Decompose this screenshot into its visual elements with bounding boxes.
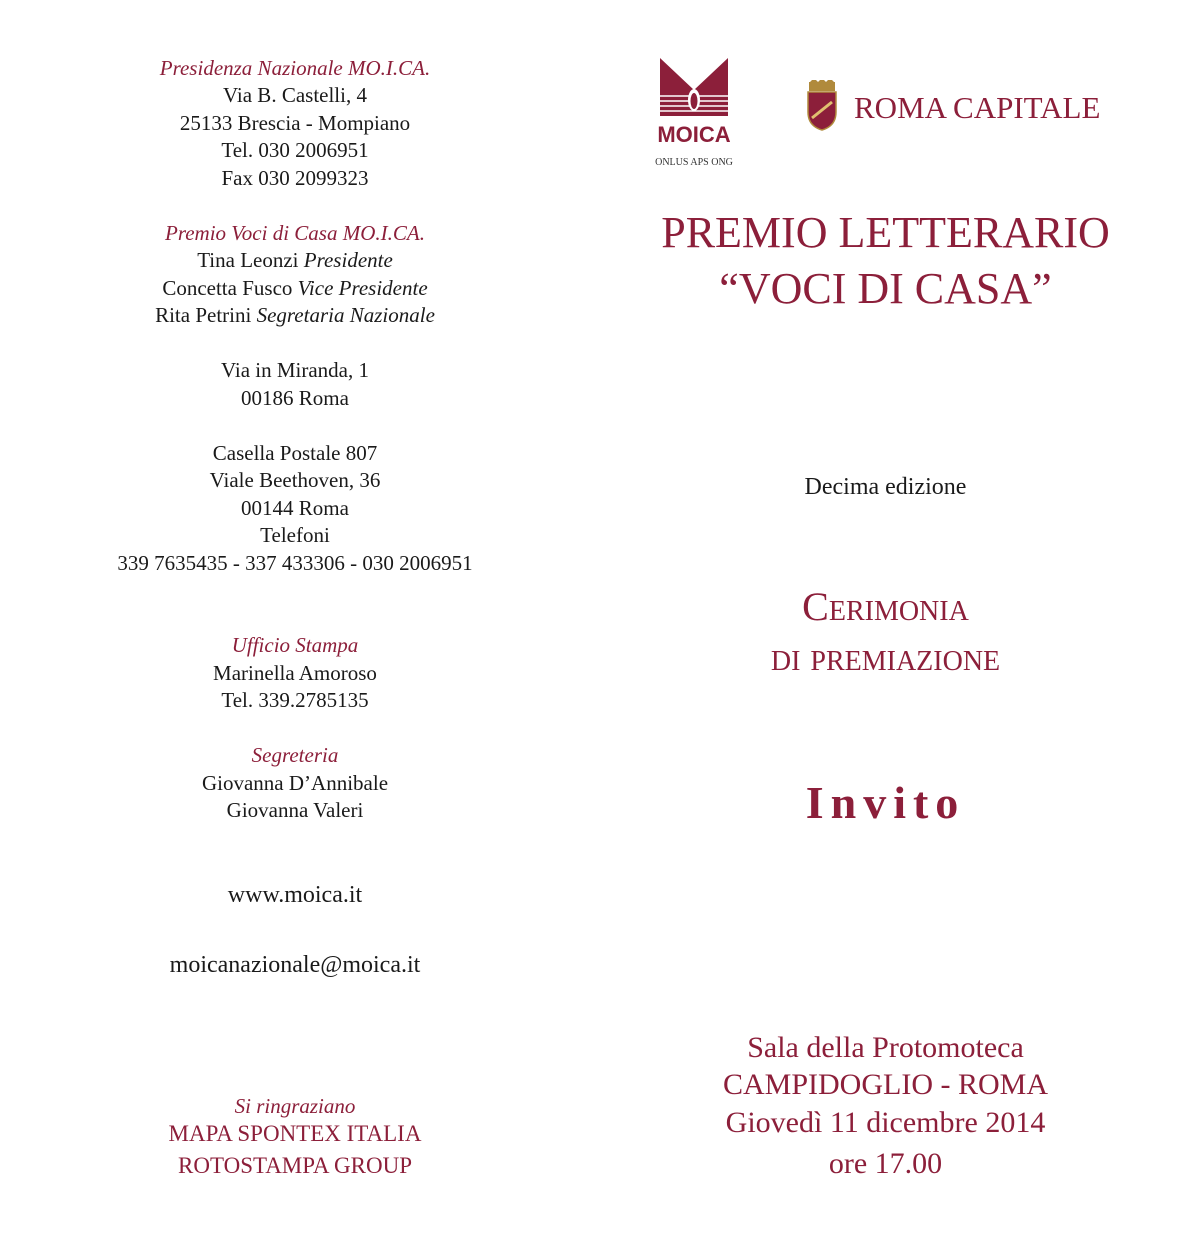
ufficio-line: Marinella Amoroso [213,661,377,685]
person-row [0,247,590,273]
venue-line: Sala della Protomoteca [747,1031,1024,1064]
title-line-2: “VOCI DI CASA” [719,264,1052,313]
ufficio-stampa-title: Ufficio Stampa [231,633,359,657]
postal-line: Casella Postale 807 [212,441,378,465]
event-date: Giovedì 11 dicembre 2014 [725,1106,1046,1139]
presidenza-line: Tel. 030 2006951 [221,138,369,162]
website-link[interactable]: www.moica.it [227,882,363,908]
presidenza-line: 25133 Brescia - Mompiano [179,111,411,135]
moica-logo-sub: ONLUS APS ONG [655,157,733,168]
edition-label: Decima edizione [804,474,967,500]
segreteria-line: Giovanna D’Annibale [201,771,389,795]
segreteria-line: Giovanna Valeri [226,798,364,822]
person-role: Presidente [303,248,393,272]
moica-logo [652,56,736,171]
premio-title: Premio Voci di Casa MO.I.CA. [165,221,425,245]
moica-logo-text: MOICA [657,122,731,147]
roma-crest-icon [808,80,836,130]
ceremony-line-2: di premiazione [770,634,1001,679]
person-row [0,275,590,301]
presidenza-title: Presidenza Nazionale MO.I.CA. [159,56,431,80]
person-role: Segretaria Nazionale [256,303,435,327]
roma-capitale-logo [804,80,1134,132]
invito-heading: Invito [805,777,966,828]
title-line-1: PREMIO LETTERARIO [661,208,1110,257]
phone-numbers: 339 7635435 - 337 433306 - 030 2006951 [117,551,473,575]
address-line: 00186 Roma [241,386,349,410]
ceremony-line-1: Cerimonia [802,584,969,629]
person-name: Rita Petrini [155,303,252,327]
person-row [0,302,590,328]
sponsor-line: MAPA SPONTEX ITALIA [168,1121,422,1146]
sponsor-line: ROTOSTAMPA GROUP [178,1153,412,1178]
roma-capitale-text: ROMA CAPITALE [854,90,1101,125]
ufficio-line: Tel. 339.2785135 [221,688,369,712]
person-role: Vice Presidente [297,276,428,300]
postal-line: Viale Beethoven, 36 [209,468,381,492]
postal-line: 00144 Roma [241,496,349,520]
person-name: Concetta Fusco [162,276,293,300]
person-name: Tina Leonzi [197,248,299,272]
presidenza-line: Fax 030 2099323 [221,166,369,190]
segreteria-title: Segreteria [251,743,339,767]
address-line: Via in Miranda, 1 [220,358,370,382]
venue-line: CAMPIDOGLIO - ROMA [722,1068,1048,1101]
email-link[interactable]: moicanazionale@moica.it [169,952,421,978]
event-time: ore 17.00 [828,1147,943,1180]
postal-line: Telefoni [260,523,330,547]
presidenza-line: Via B. Castelli, 4 [223,83,367,107]
thanks-title: Si ringraziano [234,1094,356,1118]
